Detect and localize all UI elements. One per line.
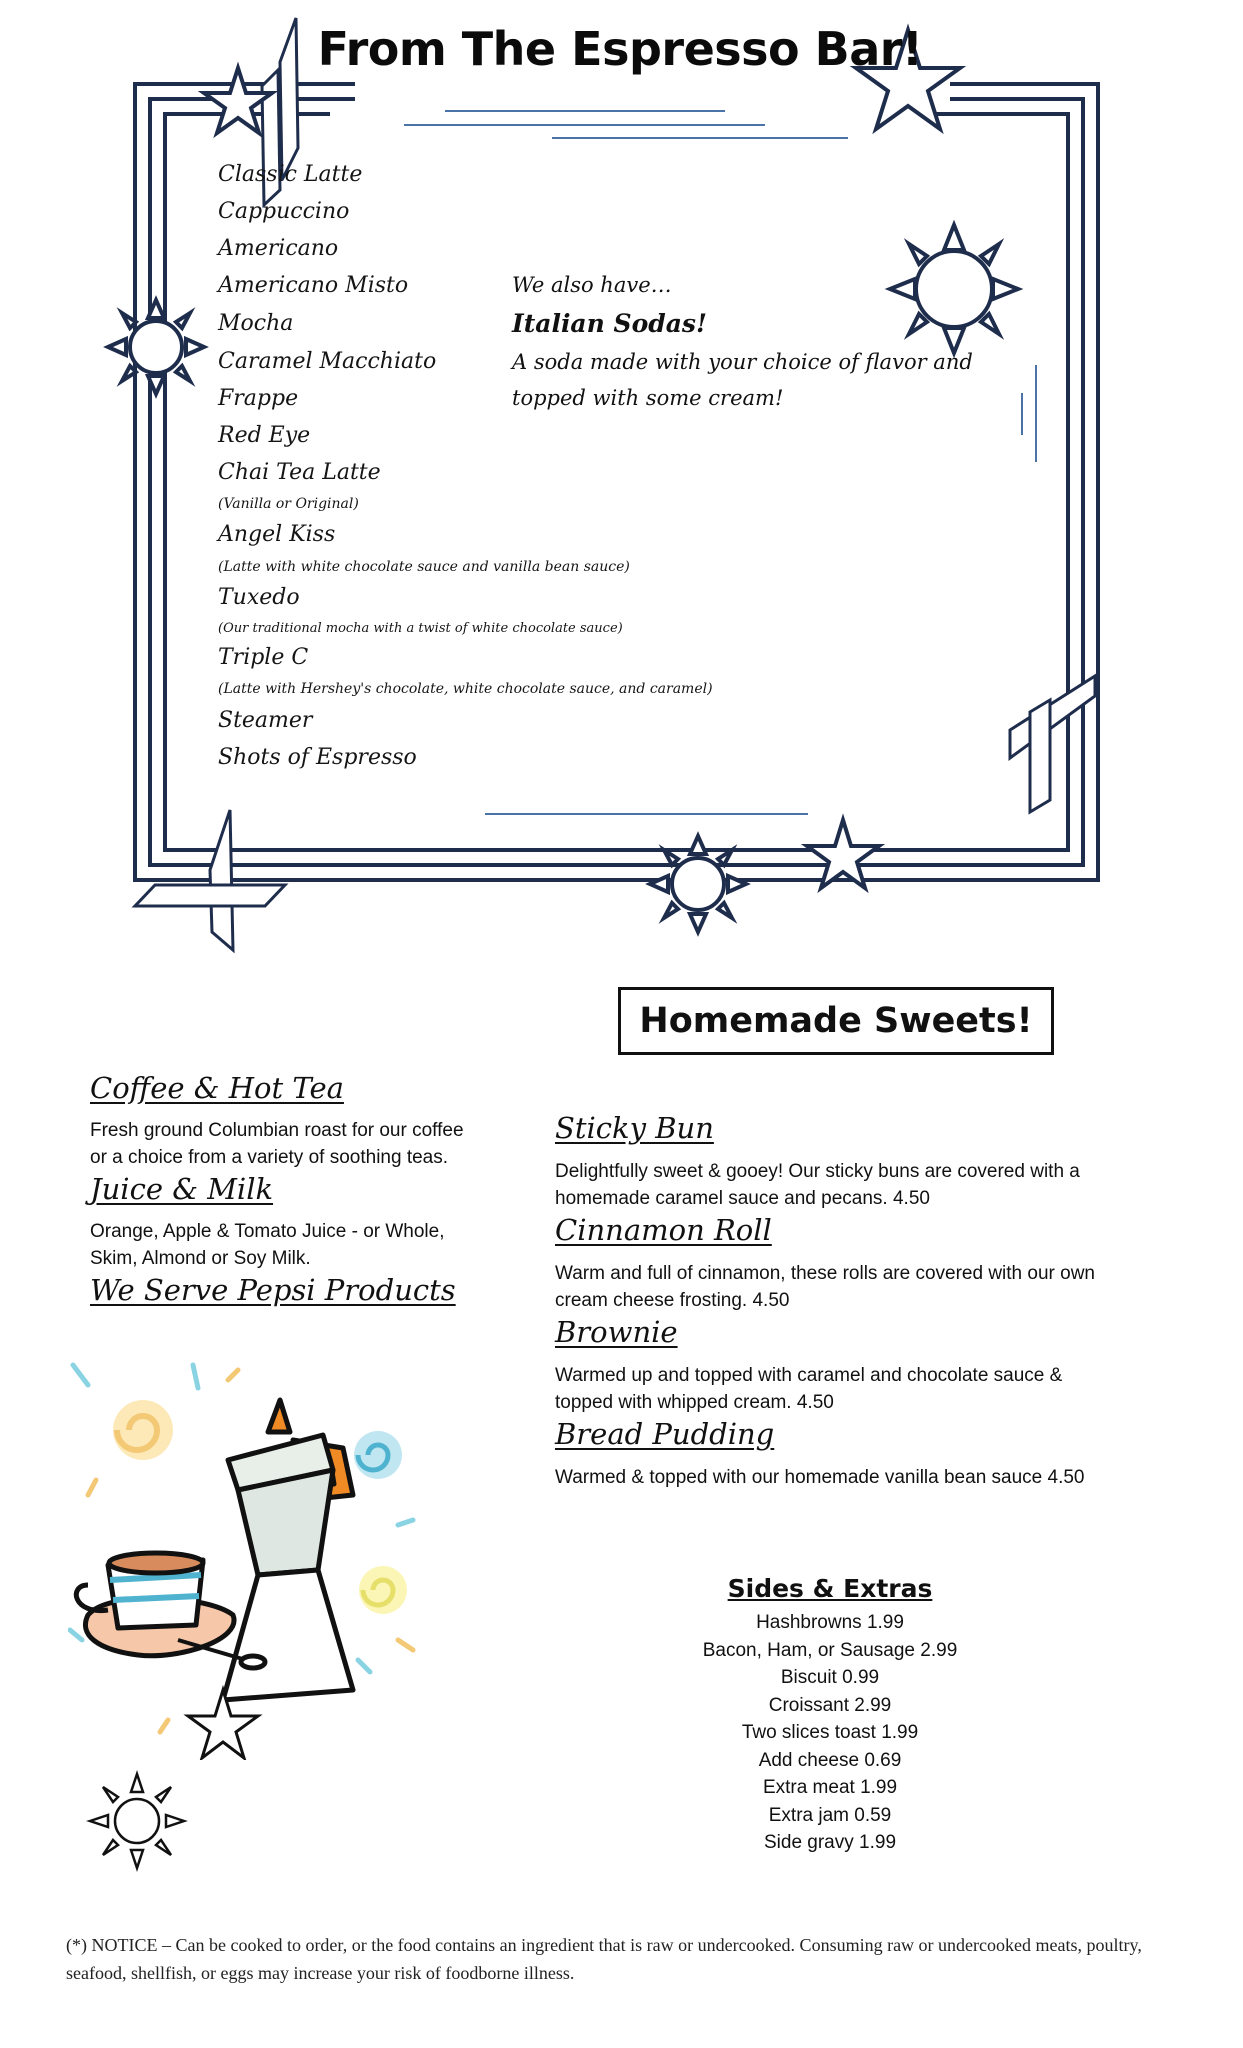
desc-line: Delightfully sweet & gooey! Our sticky buns are covered with a xyxy=(555,1161,1080,1182)
sweets-title-box: Homemade Sweets! xyxy=(618,987,1054,1055)
drink-note: (Latte with Hershey's chocolate, white chocolate sauce, and caramel) xyxy=(218,681,713,697)
juice-milk-desc xyxy=(90,1218,445,1272)
side-item: Extra jam 0.59 xyxy=(768,1804,892,1826)
bread-pudding-heading: Bread Pudding xyxy=(555,1417,775,1451)
italian-sodas-desc: A soda made with your choice of flavor and xyxy=(512,350,973,374)
side-item: Two slices toast 1.99 xyxy=(741,1722,919,1743)
desc-line: Warmed & topped with our homemade vanilla bean sauce 4.50 xyxy=(555,1467,1085,1488)
sticky-bun-desc xyxy=(555,1158,1080,1212)
desc-line: or a choice from a variety of soothing teas. xyxy=(90,1147,449,1168)
side-item: Add cheese 0.69 xyxy=(758,1749,902,1771)
side-item: Biscuit 0.99 xyxy=(780,1667,880,1688)
bread-pudding-desc xyxy=(555,1464,1085,1491)
coffee-tea-desc xyxy=(90,1117,464,1171)
drink-note: (Our traditional mocha with a twist of white chocolate sauce) xyxy=(218,621,623,636)
drink-note: (Vanilla or Original) xyxy=(218,496,359,512)
desc-line: Skim, Almond or Soy Milk. xyxy=(90,1248,311,1269)
brownie-heading: Brownie xyxy=(555,1315,678,1349)
pepsi-heading: We Serve Pepsi Products xyxy=(90,1273,456,1307)
side-item: Extra meat 1.99 xyxy=(762,1777,898,1798)
cinnamon-roll-desc xyxy=(555,1260,1095,1314)
desc-line: topped with whipped cream. 4.50 xyxy=(555,1392,834,1413)
page-title: From The Espresso Bar! xyxy=(317,22,923,76)
drink-item: Americano xyxy=(218,236,339,261)
drink-item: Americano Misto xyxy=(218,273,409,298)
desc-line: Warmed up and topped with caramel and chocolate sauce & xyxy=(555,1365,1063,1386)
drink-item: Shots of Espresso xyxy=(218,745,417,770)
cinnamon-roll-heading: Cinnamon Roll xyxy=(555,1213,772,1247)
sticky-bun-heading: Sticky Bun xyxy=(555,1111,714,1145)
sides-list xyxy=(630,1609,1030,1857)
desc-line: Warm and full of cinnamon, these rolls are covered with our own xyxy=(555,1263,1095,1284)
sun-icon xyxy=(86,1770,188,1872)
coffee-tea-heading: Coffee & Hot Tea xyxy=(90,1071,344,1105)
drink-item: Caramel Macchiato xyxy=(218,349,437,374)
drink-item: Steamer xyxy=(218,708,313,733)
also-have-intro: We also have… xyxy=(512,273,672,297)
drink-item: Tuxedo xyxy=(218,585,300,610)
drink-item: Angel Kiss xyxy=(218,522,336,547)
drink-item: Mocha xyxy=(218,311,294,336)
drink-item: Red Eye xyxy=(218,423,311,448)
juice-milk-heading: Juice & Milk xyxy=(90,1172,274,1206)
drink-item: Chai Tea Latte xyxy=(218,460,381,485)
drink-item: Cappuccino xyxy=(218,199,350,224)
drink-note: (Latte with white chocolate sauce and vanilla bean sauce) xyxy=(218,559,630,575)
desc-line: Orange, Apple & Tomato Juice - or Whole, xyxy=(90,1221,445,1242)
brownie-desc xyxy=(555,1362,1062,1416)
desc-line: Fresh ground Columbian roast for our coffee xyxy=(90,1120,464,1141)
desc-line: cream cheese frosting. 4.50 xyxy=(555,1290,790,1311)
side-item: Bacon, Ham, or Sausage 2.99 xyxy=(702,1639,958,1661)
side-item: Croissant 2.99 xyxy=(768,1694,892,1716)
sides-title: Sides & Extras xyxy=(727,1574,933,1603)
coffee-pot-illustration xyxy=(68,1360,418,1760)
food-safety-notice: (*) NOTICE – Can be cooked to order, or the food contains an ingredient that is raw or undercooked. Consuming raw or undercooked meats, poultry, seafood, shellfish, or eggs may increase your risk of foodborne illness. xyxy=(66,1935,1142,1983)
side-item: Side gravy 1.99 xyxy=(763,1832,897,1853)
drink-item: Frappe xyxy=(218,386,299,411)
side-item: Hashbrowns 1.99 xyxy=(756,1612,904,1633)
drink-item: Classic Latte xyxy=(218,162,363,187)
desc-line: homemade caramel sauce and pecans. 4.50 xyxy=(555,1188,930,1209)
drink-item: Triple C xyxy=(218,645,309,670)
italian-sodas-desc: topped with some cream! xyxy=(512,386,784,410)
italian-sodas-heading: Italian Sodas! xyxy=(512,309,707,338)
